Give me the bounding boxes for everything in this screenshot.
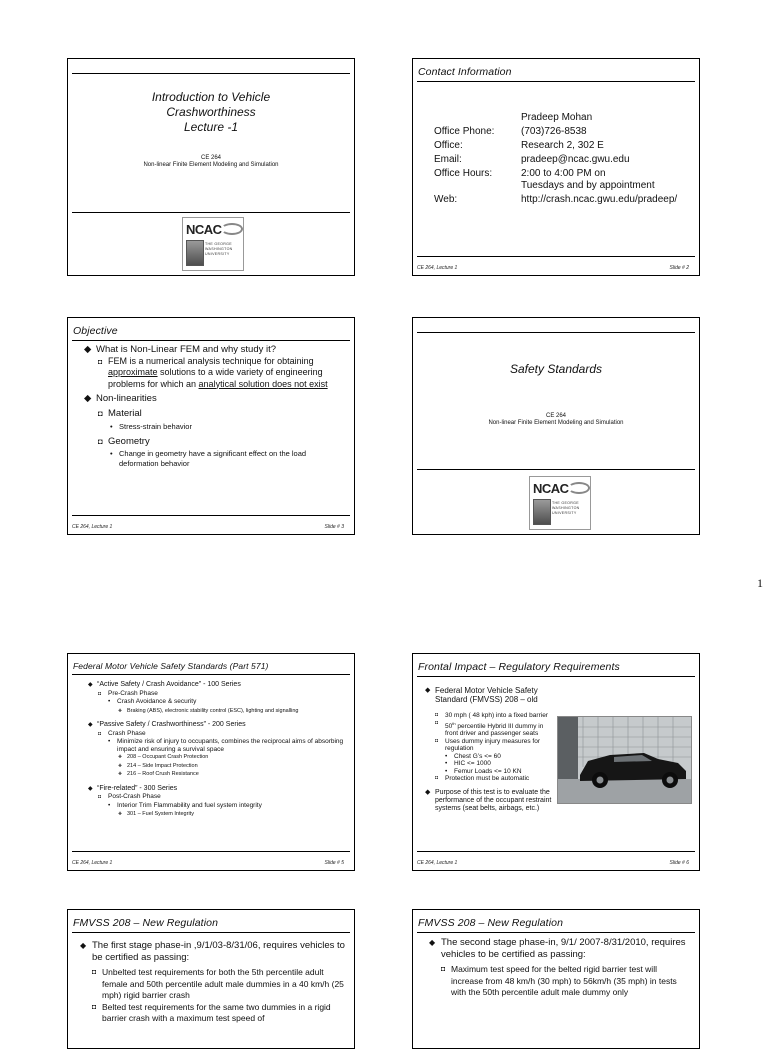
list-item: ◘ Pre-Crash Phase bbox=[98, 689, 158, 697]
list-item: • HIC <= 1000 bbox=[445, 760, 491, 768]
web-link[interactable]: http://crash.ncac.gwu.edu/pradeep/ bbox=[521, 194, 678, 205]
ncac-gwu-logo: NCAC THE GEORGE WASHINGTON UNIVERSITY bbox=[182, 217, 244, 271]
title-line: Lecture -1 bbox=[183, 120, 239, 134]
list-item: ❖ Braking (ABS), electronic stability control (ESC), lighting and signalling bbox=[118, 707, 299, 714]
list-item: ❖ 216 – Roof Crush Resistance bbox=[118, 771, 199, 777]
list-item: • Minimize risk of injury to occupants, combines the reciprocal aims of absorbing impact and ensuring a survival space bbox=[108, 738, 344, 753]
list-item: ◘ Geometry bbox=[98, 435, 150, 447]
list-item: ◆ “Passive Safety / Crashworthiness” - 200 Series bbox=[88, 721, 246, 728]
slide-rule bbox=[72, 674, 350, 675]
slide-rule bbox=[417, 469, 695, 470]
slide-rule bbox=[417, 81, 695, 82]
slide-header: Objective bbox=[73, 325, 118, 337]
list-item: ◘ 50th percentile Hybrid III dummy in front driver and passenger seats bbox=[435, 719, 544, 738]
slide-body bbox=[425, 686, 553, 813]
portrait-icon bbox=[533, 499, 551, 525]
slide-1 bbox=[67, 58, 355, 276]
course-code: CE 264 bbox=[200, 155, 221, 161]
list-item: ◆ Federal Motor Vehicle Safety Standard (FMVSS) 208 – old bbox=[425, 686, 538, 704]
list-item: ◘ Maximum test speed for the belted rigid barrier test will increase from 48 km/h (30 mph) to 56km/h (35 mph) in tests with the 50th percentile adult male dummy only bbox=[441, 964, 677, 997]
slide-rule bbox=[417, 256, 695, 257]
slide-title: Safety Standards bbox=[509, 362, 603, 376]
list-item: ◘ Protection must be automatic bbox=[435, 775, 530, 783]
slide-footer-right: Slide # 2 bbox=[669, 265, 689, 271]
slide-4 bbox=[412, 317, 700, 535]
title-line: Crashworthiness bbox=[166, 105, 256, 119]
list-item: ◆ What is Non-Linear FEM and why study it? bbox=[84, 344, 277, 355]
list-item: • Crash Avoidance & security bbox=[108, 698, 197, 705]
contact-table: Pradeep Mohan Office Phone: (703)726-8538 Office: Research 2, 302 E Email: pradeep@ncac.gwu.edu Office Hours: 2:00 to 4:00 PM on Tuesdays and by appointment Web: http://crash.ncac.gwu.edu/pradeep/ bbox=[434, 112, 678, 205]
slide-rule bbox=[417, 676, 695, 677]
slide-header: Contact Information bbox=[418, 66, 512, 78]
contact-name: Pradeep Mohan bbox=[521, 112, 593, 123]
slide-footer-right: Slide # 5 bbox=[324, 860, 344, 866]
list-item: • Chest G’s <= 60 bbox=[445, 752, 501, 760]
slide-title bbox=[68, 90, 354, 135]
slide-rule bbox=[72, 515, 350, 516]
list-item: ◘ 30 mph ( 48 kph) into a fixed barrier bbox=[435, 712, 548, 719]
slide-3 bbox=[67, 317, 355, 535]
slide-5 bbox=[67, 653, 355, 871]
slide-header: Frontal Impact – Regulatory Requirements bbox=[418, 661, 620, 673]
slide-rule bbox=[72, 340, 350, 341]
list-item: • Interior Trim Flammability and fuel system integrity bbox=[108, 801, 262, 809]
slide-footer-left: CE 264, Lecture 1 bbox=[417, 265, 458, 271]
list-item: ◆ Non-linearities bbox=[84, 393, 157, 404]
list-item: ◘ Crash Phase bbox=[98, 729, 146, 737]
list-item: • Change in geometry have a significant effect on the load deformation behavior bbox=[110, 449, 307, 468]
list-item: • Stress-strain behavior bbox=[110, 422, 192, 431]
course-subtitle: Non-linear Finite Element Modeling and Simulation bbox=[488, 420, 624, 426]
crash-test-photo bbox=[557, 716, 692, 804]
ncac-gwu-logo: NCAC THE GEORGE WASHINGTON UNIVERSITY bbox=[529, 476, 591, 530]
slide-footer-right: Slide # 6 bbox=[669, 860, 689, 866]
slide-body bbox=[84, 344, 344, 469]
list-item: ◆ “Active Safety / Crash Avoidance” - 100 Series bbox=[88, 681, 241, 688]
email-link[interactable]: pradeep@ncac.gwu.edu bbox=[521, 154, 630, 165]
slide-7 bbox=[67, 909, 355, 1049]
list-item: ◘ Uses dummy injury measures for regulation bbox=[435, 737, 540, 753]
list-item: ❖ 301 – Fuel System Integrity bbox=[118, 811, 194, 817]
course-code: CE 264 bbox=[545, 413, 566, 419]
crash-test-car-icon bbox=[558, 717, 691, 803]
slide-rule bbox=[417, 332, 695, 333]
slide-rule bbox=[72, 212, 350, 213]
list-item: ◘ Belted test requirements for the same two dummies in a rigid barrier crash with a maximum test speed of bbox=[92, 1001, 331, 1023]
slide-body bbox=[88, 681, 346, 819]
slide-footer-left: CE 264, Lecture 1 bbox=[72, 524, 113, 530]
slide-header: FMVSS 208 – New Regulation bbox=[73, 917, 219, 929]
slide-footer-right: Slide # 3 bbox=[324, 524, 344, 530]
slide-rule bbox=[417, 932, 695, 933]
list-item: ◆ The second stage phase-in, 9/1/ 2007-8/31/2010, requires vehicles to be certified as passing: bbox=[429, 937, 686, 960]
list-item: ◘ FEM is a numerical analysis technique for obtaining approximate solutions to a wide variety of engineering problems for which an analytical solution does not exist bbox=[98, 355, 328, 389]
slide-footer-left: CE 264, Lecture 1 bbox=[417, 860, 458, 866]
slide-rule bbox=[72, 73, 350, 74]
slide-rule bbox=[72, 932, 350, 933]
slide-footer-left: CE 264, Lecture 1 bbox=[72, 860, 113, 866]
page-number: 1 bbox=[757, 576, 763, 590]
swoosh-icon bbox=[568, 482, 590, 494]
list-item: ◆ Purpose of this test is to evaluate the performance of the occupant restraint systems (seat belts, airbags, etc.) bbox=[425, 788, 552, 812]
portrait-icon bbox=[186, 240, 204, 266]
title-line: Introduction to Vehicle bbox=[151, 90, 271, 104]
list-item: ◆ “Fire-related” - 300 Series bbox=[88, 784, 178, 792]
slide-rule bbox=[72, 851, 350, 852]
course-subtitle: Non-linear Finite Element Modeling and Simulation bbox=[143, 162, 279, 168]
list-item: ◘ Post-Crash Phase bbox=[98, 793, 161, 800]
slide-body bbox=[80, 940, 348, 1025]
slide-header: FMVSS 208 – New Regulation bbox=[418, 917, 564, 929]
slide-6 bbox=[412, 653, 700, 871]
list-item: ❖ 208 – Occupant Crash Protection bbox=[118, 754, 209, 760]
slide-rule bbox=[417, 851, 695, 852]
list-item: ❖ 214 – Side Impact Protection bbox=[118, 762, 198, 769]
list-item: ◆ The first stage phase-in ,9/1/03-8/31/06, requires vehicles to be certified as passing: bbox=[80, 940, 345, 963]
list-item: ◘ Unbelted test requirements for both the 5th percentile adult female and 50th percentile adult male dummies in a 40 km/h (25 mph) rigid barrier crash bbox=[92, 967, 344, 1000]
swoosh-icon bbox=[221, 223, 243, 235]
list-item: • Femur Loads <= 10 KN bbox=[445, 767, 522, 775]
slide-header: Federal Motor Vehicle Safety Standards (Part 571) bbox=[73, 661, 269, 671]
list-item: ◘ Material bbox=[98, 407, 142, 419]
slide-8 bbox=[412, 909, 700, 1049]
slide-2 bbox=[412, 58, 700, 276]
slide-body bbox=[429, 937, 691, 999]
